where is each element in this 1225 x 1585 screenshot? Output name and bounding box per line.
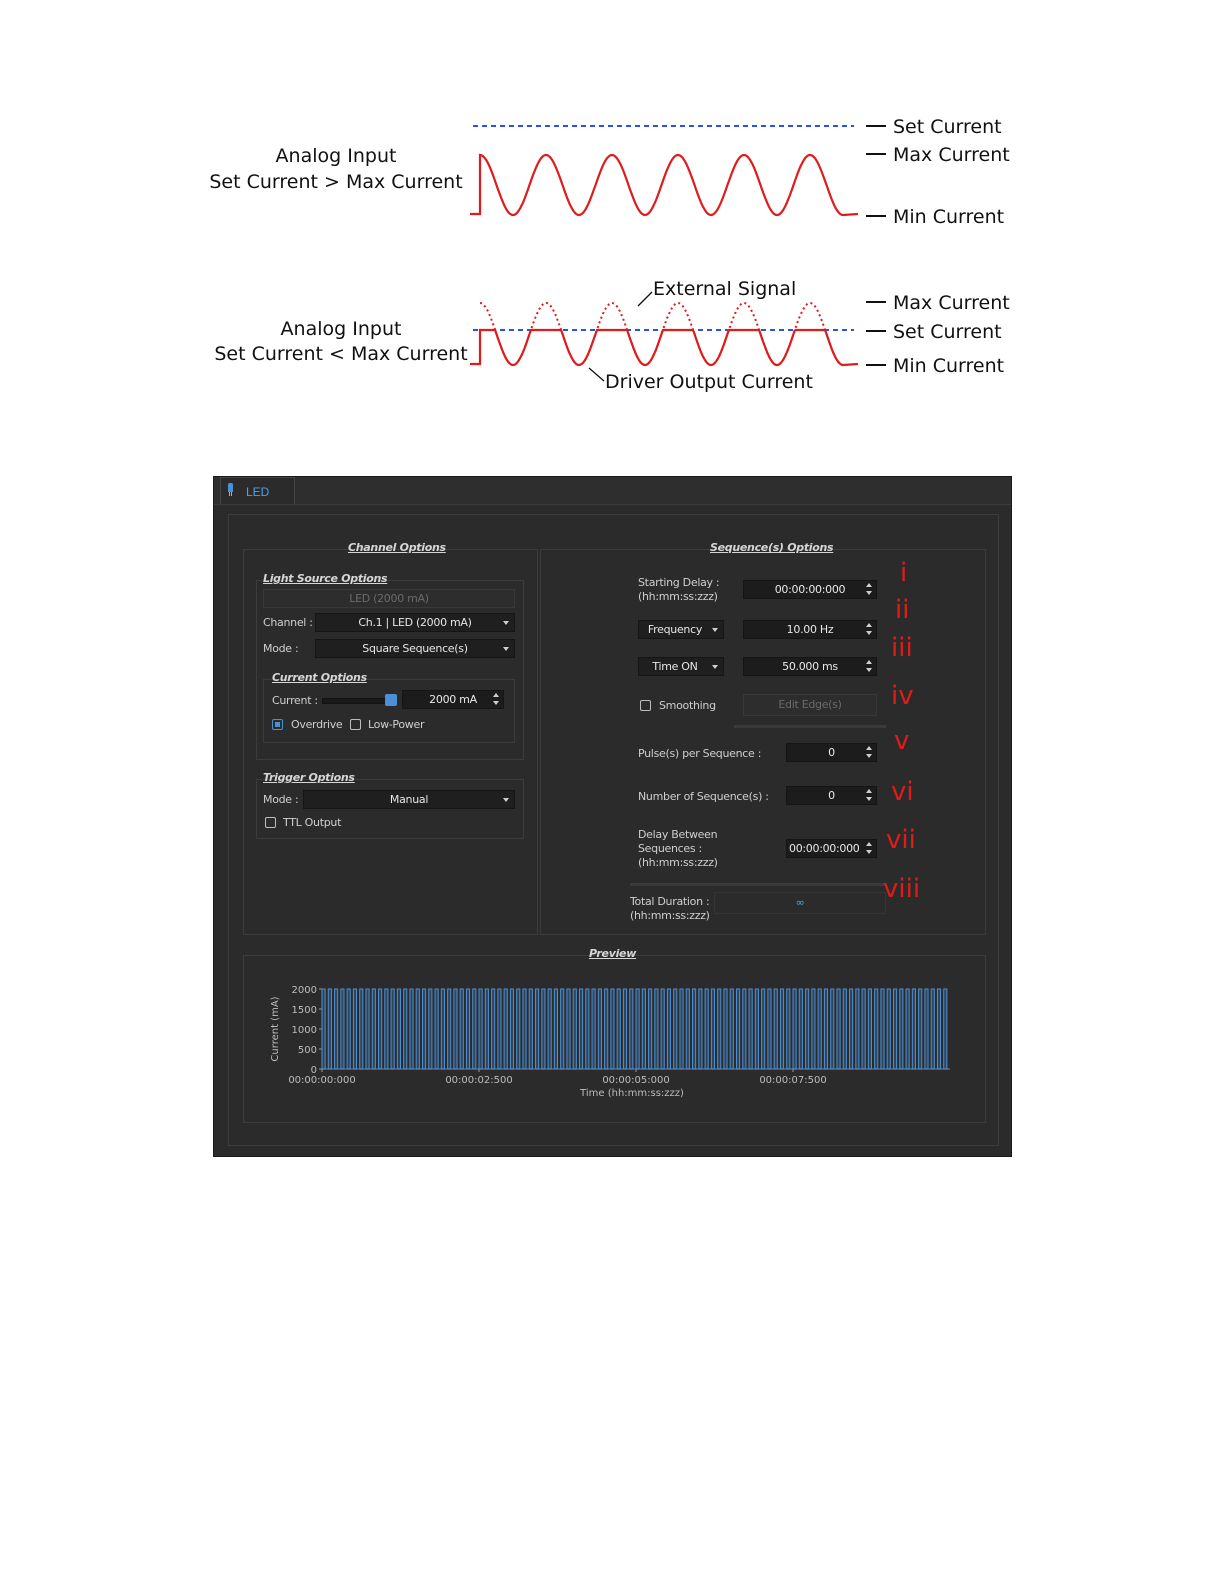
bottom-right-label-max: Max Current	[893, 292, 1010, 314]
smoothing-label: Smoothing	[659, 699, 716, 712]
current-slider-handle[interactable]	[385, 694, 397, 706]
top-right-label-set: Set Current	[893, 116, 1002, 138]
chevron-down-icon	[503, 621, 509, 625]
y-tick-label: 500	[297, 1045, 317, 1056]
annotation-iii: iii	[891, 633, 913, 663]
light-source-display-text: LED (2000 mA)	[349, 592, 429, 605]
preview-group	[243, 947, 986, 1123]
bottom-right-label-min: Min Current	[893, 355, 1005, 377]
top-right-label-min: Min Current	[893, 206, 1005, 228]
light-source-group	[256, 572, 524, 760]
ttl-output-label: TTL Output	[283, 816, 342, 829]
sequence-options-title: Sequence(s) Options	[710, 541, 834, 554]
annotation-vii: vii	[886, 825, 916, 855]
top-sine-wave	[470, 155, 858, 215]
smoothing-checkbox[interactable]	[640, 700, 651, 711]
trigger-mode-select[interactable]	[303, 790, 515, 809]
top-left-label-1: Analog Input	[275, 145, 397, 167]
bottom-left-label-2: Set Current < Max Current	[214, 343, 468, 365]
spin-arrows-icon[interactable]	[866, 660, 873, 673]
frequency-mode-value: Frequency	[647, 623, 703, 636]
annotation-ii: ii	[895, 595, 910, 625]
frequency-spinbox[interactable]	[743, 620, 877, 639]
starting-delay-value: 00:00:00:000	[774, 583, 846, 596]
chevron-down-icon	[712, 628, 718, 632]
y-tick-label: 1000	[291, 1025, 317, 1036]
tab-bar	[214, 477, 1011, 505]
current-slider[interactable]	[322, 698, 394, 704]
time-on-spinbox[interactable]	[743, 657, 877, 676]
x-axis-label: Time (hh:mm:ss:zzz)	[580, 1088, 684, 1099]
spin-arrows-icon[interactable]	[866, 746, 873, 759]
y-tick-label: 2000	[291, 985, 317, 996]
sequence-separator-1	[734, 725, 886, 728]
spin-arrows-icon[interactable]	[493, 693, 500, 706]
light-source-display	[263, 589, 515, 608]
chevron-down-icon	[503, 798, 509, 802]
frequency-mode-select[interactable]	[638, 620, 724, 639]
channel-options-title: Channel Options	[348, 541, 446, 554]
preview-title: Preview	[589, 947, 637, 960]
pulses-spinbox[interactable]	[786, 743, 877, 762]
pulses-label: Pulse(s) per Sequence :	[638, 747, 762, 760]
chevron-down-icon	[712, 665, 718, 669]
spin-arrows-icon[interactable]	[866, 583, 873, 596]
top-right-label-max: Max Current	[893, 144, 1010, 166]
x-tick-label: 00:00:05:000	[602, 1075, 670, 1086]
spin-arrows-icon[interactable]	[866, 842, 873, 855]
delay-between-label-3: (hh:mm:ss:zzz)	[638, 856, 718, 869]
tab-led-label: LED	[246, 485, 270, 499]
num-sequences-label: Number of Sequence(s) :	[638, 790, 769, 803]
annotation-vi: vi	[891, 777, 914, 807]
starting-delay-label-2: (hh:mm:ss:zzz)	[638, 590, 718, 603]
sequence-separator-2	[630, 883, 886, 886]
delay-between-label-1: Delay Between	[638, 828, 718, 841]
num-sequences-value: 0	[828, 789, 835, 802]
chevron-down-icon	[503, 647, 509, 651]
total-duration-value: ∞	[795, 896, 805, 909]
ttl-output-checkbox[interactable]	[265, 817, 276, 828]
current-options-group	[263, 671, 515, 743]
overdrive-checkbox[interactable]	[272, 719, 283, 730]
current-options-title: Current Options	[272, 671, 367, 684]
external-signal-label: External Signal	[653, 278, 797, 300]
mode-select-value: Square Sequence(s)	[362, 642, 468, 655]
low-power-checkbox[interactable]	[350, 719, 361, 730]
driver-output-clipped-wave	[470, 330, 858, 365]
bottom-left-label-1: Analog Input	[280, 318, 402, 340]
channel-select-value: Ch.1 | LED (2000 mA)	[358, 616, 472, 629]
time-on-mode-value: Time ON	[652, 660, 698, 673]
driver-output-label: Driver Output Current	[605, 371, 813, 393]
x-tick-label: 00:00:00:000	[288, 1075, 356, 1086]
y-tick-label: 1500	[291, 1005, 317, 1016]
starting-delay-spinbox[interactable]	[743, 580, 877, 599]
trigger-options-group	[256, 771, 524, 839]
total-duration-label-2: (hh:mm:ss:zzz)	[630, 909, 710, 922]
channel-label: Channel :	[263, 616, 313, 629]
time-on-mode-select[interactable]	[638, 657, 724, 676]
y-tick-label: 0	[310, 1065, 317, 1076]
time-on-value: 50.000 ms	[782, 660, 838, 673]
preview-chart	[244, 956, 985, 1122]
trigger-mode-value: Manual	[389, 793, 429, 806]
preview-square-wave-series	[322, 989, 950, 1069]
led-icon	[228, 483, 233, 492]
mode-select[interactable]	[315, 639, 515, 658]
edit-edges-label: Edit Edge(s)	[778, 698, 842, 711]
mode-label: Mode :	[263, 642, 299, 655]
low-power-label: Low-Power	[368, 718, 425, 731]
edit-edges-button[interactable]	[743, 694, 877, 716]
channel-options-group	[243, 541, 538, 935]
delay-between-value: 00:00:00:000	[789, 842, 860, 855]
x-tick-label: 00:00:02:500	[445, 1075, 513, 1086]
overdrive-label: Overdrive	[291, 718, 343, 731]
light-source-title: Light Source Options	[263, 572, 388, 585]
annotation-iv: iv	[891, 681, 914, 711]
led-driver-window	[213, 476, 1012, 1157]
current-label: Current :	[272, 694, 318, 707]
bottom-right-label-set: Set Current	[893, 321, 1002, 343]
main-panel	[228, 514, 999, 1146]
analog-input-diagram	[0, 0, 1225, 420]
external-signal-pointer	[638, 292, 652, 306]
num-sequences-spinbox[interactable]	[786, 786, 877, 805]
current-spinbox-value: 2000 mA	[429, 693, 477, 706]
driver-output-pointer	[589, 368, 604, 381]
trigger-mode-label: Mode :	[263, 793, 299, 806]
starting-delay-label-1: Starting Delay :	[638, 576, 720, 589]
current-spinbox[interactable]	[402, 690, 504, 709]
frequency-value: 10.00 Hz	[786, 623, 834, 636]
pulses-value: 0	[828, 746, 835, 759]
y-axis-label: Current (mA)	[270, 996, 281, 1062]
annotation-viii: viii	[883, 874, 921, 904]
annotation-i: i	[900, 558, 908, 588]
x-tick-label: 00:00:07:500	[759, 1075, 827, 1086]
delay-between-label-2: Sequences :	[638, 842, 702, 855]
spin-arrows-icon[interactable]	[866, 623, 873, 636]
delay-between-spinbox[interactable]	[786, 839, 877, 858]
total-duration-display	[714, 892, 886, 914]
annotation-v: v	[894, 726, 910, 756]
trigger-options-title: Trigger Options	[263, 771, 355, 784]
tab-led[interactable]	[220, 477, 295, 504]
top-left-label-2: Set Current > Max Current	[209, 171, 463, 193]
spin-arrows-icon[interactable]	[866, 789, 873, 802]
channel-select[interactable]	[315, 613, 515, 632]
total-duration-label-1: Total Duration :	[630, 895, 710, 908]
